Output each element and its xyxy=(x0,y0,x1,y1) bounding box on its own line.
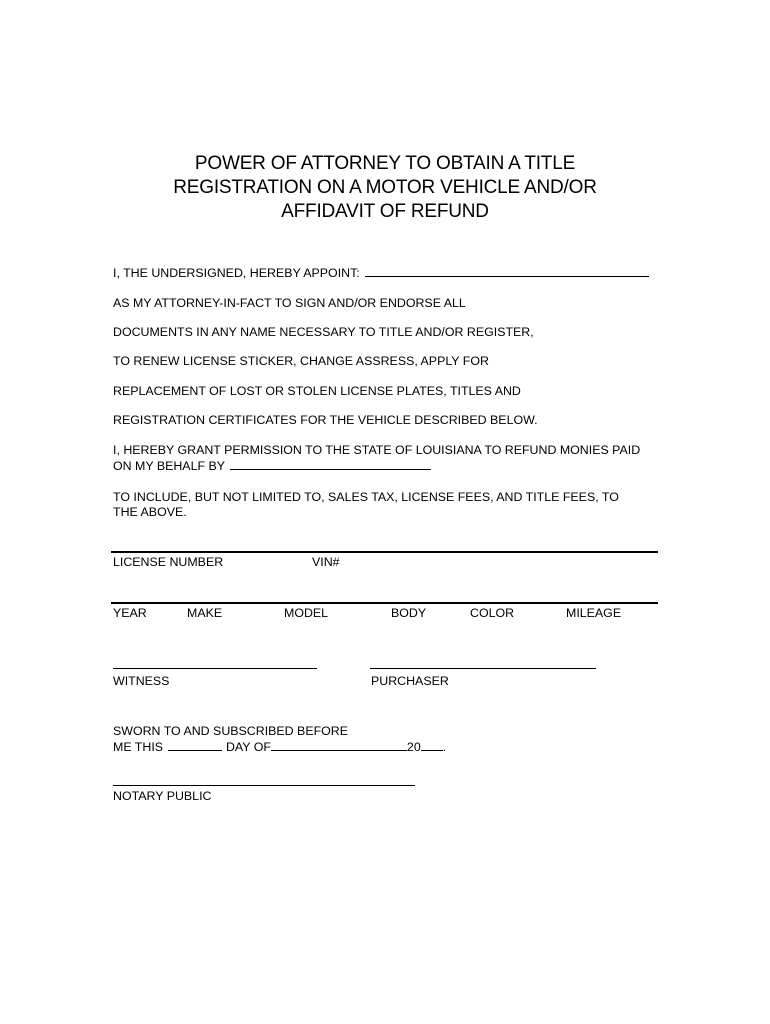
refund-line-1: I, HEREBY GRANT PERMISSION TO THE STATE OF LOUISIANA TO REFUND MONIES PAID xyxy=(113,443,641,457)
witness-signature-field[interactable] xyxy=(113,668,317,669)
purchaser-label: PURCHASER xyxy=(371,674,449,688)
year-prefix: 20 xyxy=(406,740,421,754)
mileage-label: MILEAGE xyxy=(566,606,622,620)
appoint-line xyxy=(113,265,649,281)
vin-label: VIN# xyxy=(312,555,340,569)
day-of-label: DAY OF xyxy=(225,740,271,754)
body-label: BODY xyxy=(391,606,427,620)
month-field[interactable] xyxy=(271,739,407,751)
document-title-line-2: REGISTRATION ON A MOTOR VEHICLE AND/OR xyxy=(173,177,597,198)
include-line-2: THE ABOVE. xyxy=(113,505,187,519)
notary-public-label: NOTARY PUBLIC xyxy=(113,789,212,803)
sworn-line: SWORN TO AND SUBSCRIBED BEFORE xyxy=(113,724,349,738)
vehicle-top-rule xyxy=(111,551,658,553)
color-label: COLOR xyxy=(470,606,515,620)
me-this-label: ME THIS xyxy=(113,740,164,754)
replacement-line: REPLACEMENT OF LOST OR STOLEN LICENSE PLATES, TITLES AND xyxy=(113,384,521,398)
registration-line: REGISTRATION CERTIFICATES FOR THE VEHICLE DESCRIBED BELOW. xyxy=(113,413,538,427)
purchaser-signature-field[interactable] xyxy=(370,668,596,669)
renew-line: TO RENEW LICENSE STICKER, CHANGE ASSRESS, APPLY FOR xyxy=(113,354,489,368)
year-label: YEAR xyxy=(113,606,147,620)
documents-line: DOCUMENTS IN ANY NAME NECESSARY TO TITLE AND/OR REGISTER, xyxy=(113,325,534,339)
model-label: MODEL xyxy=(284,606,329,620)
appoint-label: I, THE UNDERSIGNED, HEREBY APPOINT: xyxy=(113,266,360,280)
witness-label: WITNESS xyxy=(113,674,170,688)
vehicle-middle-rule xyxy=(111,602,658,604)
notary-signature-field[interactable] xyxy=(113,785,415,786)
refund-behalf-label: ON MY BEHALF BY xyxy=(113,459,225,473)
day-number-field[interactable] xyxy=(168,739,222,751)
document-title-line-3: AFFIDAVIT OF REFUND xyxy=(281,201,489,222)
document-title-line-1: POWER OF ATTORNEY TO OBTAIN A TITLE xyxy=(194,153,576,174)
refund-behalf-field[interactable] xyxy=(230,458,431,470)
license-number-label: LICENSE NUMBER xyxy=(113,555,224,569)
attorney-name-field[interactable] xyxy=(365,265,649,277)
attorney-in-fact-line: AS MY ATTORNEY-IN-FACT TO SIGN AND/OR ENDORSE ALL xyxy=(113,296,466,310)
year-suffix-field[interactable] xyxy=(421,739,443,751)
include-line-1: TO INCLUDE, BUT NOT LIMITED TO, SALES TAX, LICENSE FEES, AND TITLE FEES, TO xyxy=(113,490,619,504)
date-period: . xyxy=(442,740,447,754)
me-this-line xyxy=(113,739,446,755)
refund-line-2 xyxy=(113,458,431,474)
make-label: MAKE xyxy=(187,606,223,620)
